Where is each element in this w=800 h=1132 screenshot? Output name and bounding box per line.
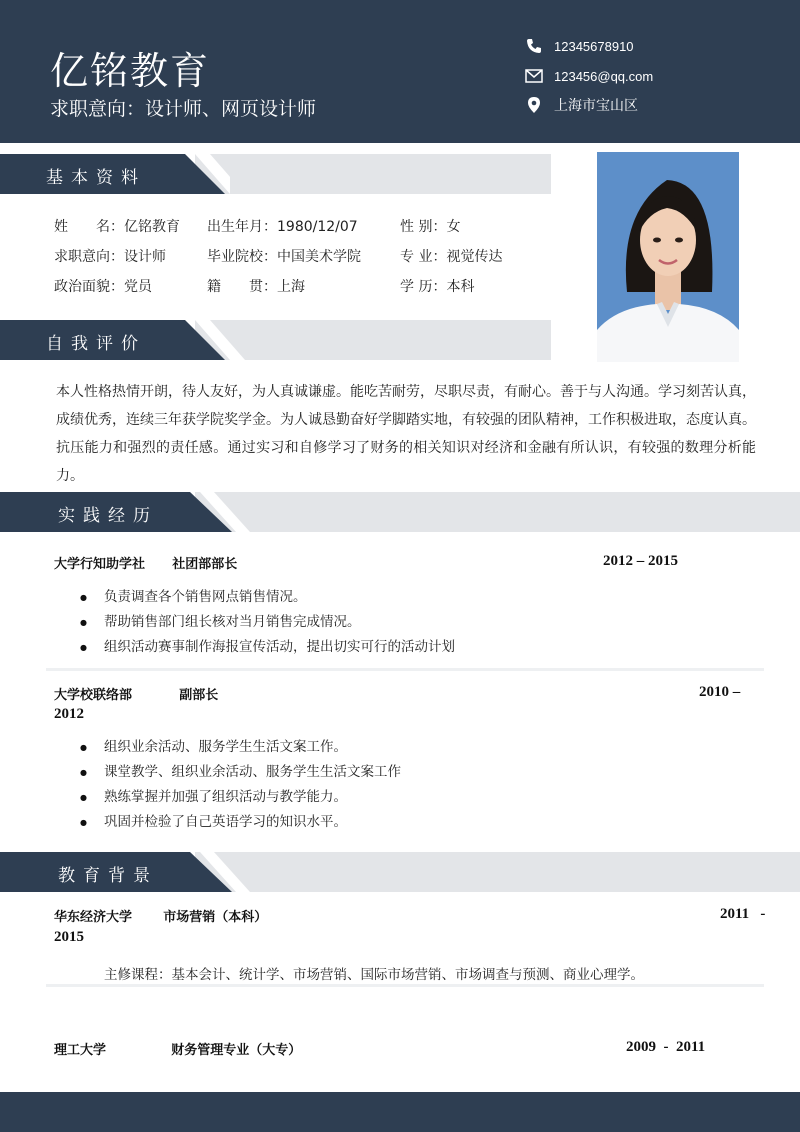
section-basic-header [0,154,551,194]
info-degree: 学 历：本科 [400,279,475,295]
education-2-school: 理工大学 [54,1043,107,1058]
section-title: 实践经历 [58,506,158,526]
info-intent: 求职意向：设计师 [54,249,166,265]
list-item: ● 巩固并检验了自己英语学习的知识水平。 [80,810,401,835]
education-1-courses: 主修课程：基本会计、统计学、市场营销、国际市场营销、市场调查与预测、商业心理学。 [104,967,644,983]
list-item: ● 帮助销售部门组长核对当月销售完成情况。 [80,610,455,635]
section-title: 自我评价 [46,334,146,354]
contact-email [524,65,653,87]
education-1-years-end: 2015 [54,929,84,945]
practice-2-years-end: 2012 [54,706,84,722]
self-evaluation-text: 本人性格热情开朗，待人友好，为人真诚谦虚。能吃苦耐劳，尽职尽责，有耐心。善于与人沟通。学习刻苦认真，成绩优秀，连续三年获学院奖学金。为人诚恳勤奋好学脚踏实地，有较强的团队精神，工作积极进取，态度认真。抗压能力和强烈的责任感。通过实习和自修学习了财务的相关知识对经济和金融有所认识，有较强的数理分析能力。 [56,384,756,484]
education-1-heading [54,906,267,925]
practice-2-role: 副部长 [179,688,219,703]
header-banner [0,0,800,143]
education-2-years: 2009 - 2011 [626,1039,706,1055]
contact-phone [524,35,634,57]
section-band-gray [195,154,551,194]
info-name: 姓 名：亿铭教育 [54,219,180,235]
section-title: 教育背景 [58,866,158,886]
education-2-major: 财务管理专业（大专） [171,1043,302,1058]
section-practice-header [0,492,800,532]
section-education-header [0,852,800,892]
education-1-major: 市场营销（本科） [163,910,268,925]
phone-icon [524,36,544,56]
practice-2-org: 大学校联络部 [54,688,133,703]
section-self-header [0,320,551,360]
contact-address [524,94,638,116]
list-item: ● 组织活动赛事制作海报宣传活动，提出切实可行的活动计划 [80,635,455,660]
list-item: ● 熟练掌握并加强了组织活动与教学能力。 [80,785,401,810]
practice-2-list [80,735,401,835]
info-origin: 籍 贯：上海 [207,279,305,295]
info-birth: 出生年月：1980/12/07 [207,219,358,235]
practice-1-years: 2012 – 2015 [603,553,678,569]
list-item: ● 负责调查各个销售网点销售情况。 [80,585,455,610]
mail-icon [524,66,544,86]
email-text: 123456@qq.com [554,68,654,84]
info-major: 专 业：视觉传达 [400,249,503,265]
practice-1-list [80,585,455,660]
practice-2-years-start: 2010 – [699,684,741,700]
education-2-heading [54,1039,301,1058]
job-intent: 求职意向：设计师、网页设计师 [50,98,317,120]
profile-photo [597,152,739,362]
divider [46,668,764,671]
resume-name: 亿铭教育 [50,49,211,93]
info-gender: 性 别：女 [400,219,461,235]
practice-2-heading [54,684,218,703]
section-band-gray [195,492,800,532]
info-school: 毕业院校：中国美术学院 [207,249,361,265]
section-title: 基本资料 [46,168,146,188]
address-text: 上海市宝山区 [554,98,638,114]
info-politics: 政治面貌：党员 [54,279,152,295]
location-icon [524,95,544,115]
practice-1-heading [54,553,237,572]
list-item: ● 课堂教学、组织业余活动、服务学生生活文案工作 [80,760,401,785]
education-1-years-start: 2011 - [720,906,766,922]
list-item: ● 组织业余活动、服务学生生活文案工作。 [80,735,401,760]
divider [46,984,764,987]
education-1-school: 华东经济大学 [54,910,133,925]
practice-1-role: 社团部部长 [172,557,238,572]
footer-bar [0,1092,800,1132]
phone-text: 12345678910 [554,38,634,54]
section-band-gray [195,852,800,892]
practice-1-org: 大学行知助学社 [54,557,146,572]
